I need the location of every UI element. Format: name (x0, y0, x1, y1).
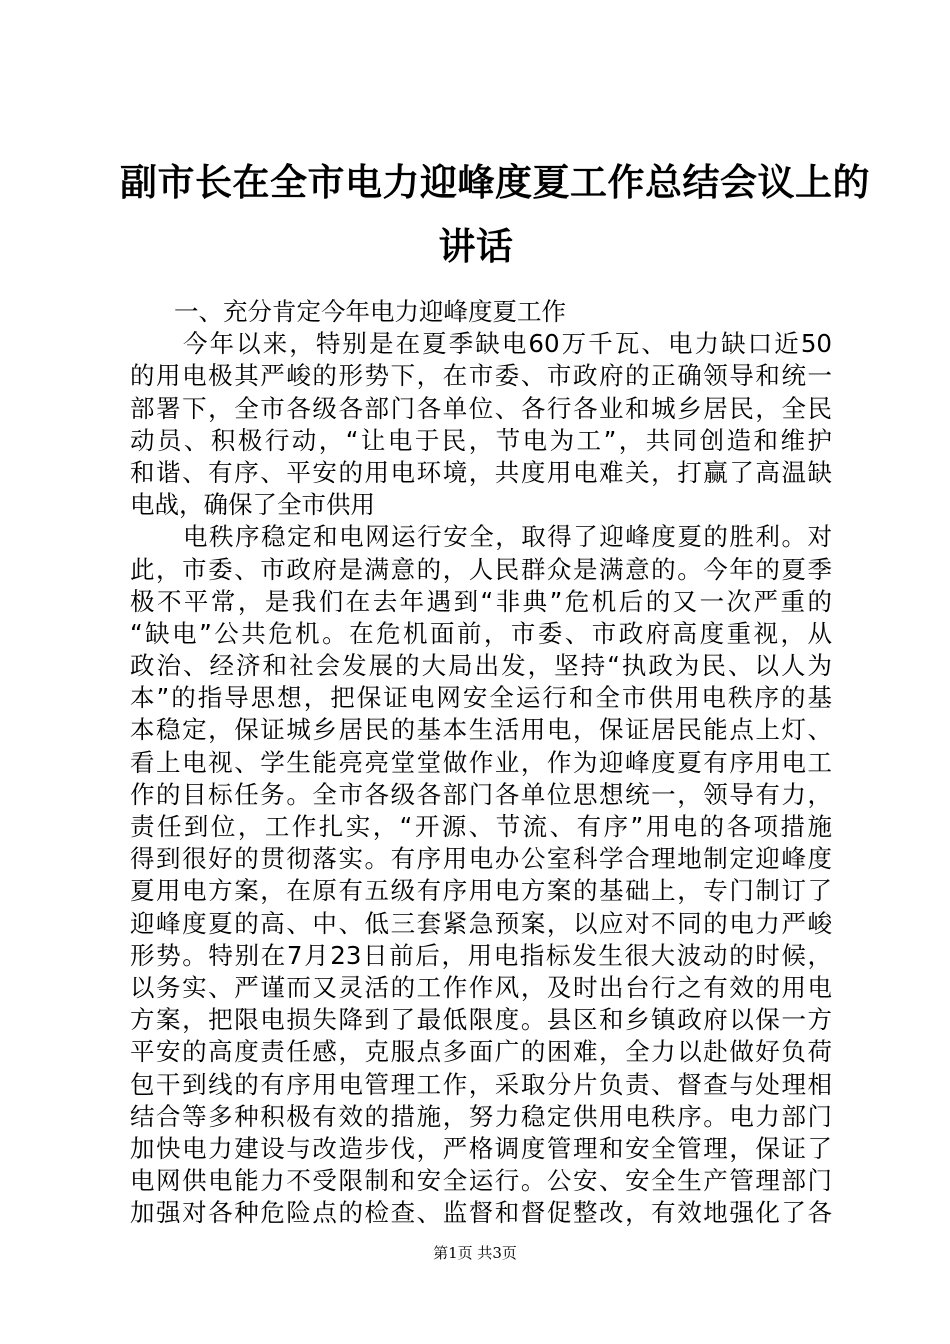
text-line: 加强对各种危险点的检查、监督和督促整改，有效地强化了各 (130, 1198, 832, 1228)
text-line: 的用电极其严峻的形势下，在市委、市政府的正确领导和统一 (130, 361, 832, 391)
text-line: 电秩序稳定和电网运行安全，取得了迎峰度夏的胜利。对 (183, 522, 832, 552)
text-line: 本”的指导思想，把保证电网安全运行和全市供用电秩序的基 (130, 683, 832, 713)
text-line: 以务实、严谨而又灵活的工作作风，及时出台行之有效的用电 (130, 972, 832, 1002)
text-line: “缺电”公共危机。在危机面前，市委、市政府高度重视，从 (130, 618, 832, 648)
text-line: 作的目标任务。全市各级各部门各单位思想统一，领导有力， (130, 779, 832, 809)
text-line: 今年以来，特别是在夏季缺电60万千瓦、电力缺口近50 (183, 329, 832, 359)
text-line: 部署下，全市各级各部门各单位、各行各业和城乡居民，全民 (130, 393, 832, 423)
page-footer: 第1页 共3页 (433, 1244, 517, 1262)
text-line: 得到很好的贯彻落实。有序用电办公室科学合理地制定迎峰度 (130, 844, 832, 874)
section-heading: 一、充分肯定今年电力迎峰度夏工作 (174, 297, 566, 326)
text-line: 夏用电方案，在原有五级有序用电方案的基础上，专门制订了 (130, 876, 832, 906)
text-line: 电网供电能力不受限制和安全运行。公安、安全生产管理部门 (130, 1166, 832, 1196)
document-title (120, 150, 870, 278)
text-line: 看上电视、学生能亮亮堂堂做作业，作为迎峰度夏有序用电工 (130, 747, 832, 777)
text-line: 动员、积极行动，“让电于民，节电为工”，共同创造和维护 (130, 425, 832, 455)
text-line: 政治、经济和社会发展的大局出发，坚持“执政为民、以人为 (130, 651, 832, 681)
text-line: 迎峰度夏的高、中、低三套紧急预案，以应对不同的电力严峻 (130, 908, 832, 938)
text-line: 包干到线的有序用电管理工作，采取分片负责、督查与处理相 (130, 1069, 832, 1099)
text-line: 本稳定，保证城乡居民的基本生活用电，保证居民能点上灯、 (130, 715, 832, 745)
text-line: 形势。特别在7月23日前后，用电指标发生很大波动的时候， (130, 940, 832, 970)
document-body (130, 296, 832, 1229)
text-line: 极不平常，是我们在去年遇到“非典”危机后的又一次严重的 (130, 586, 832, 616)
text-line: 方案，把限电损失降到了最低限度。县区和乡镇政府以保一方 (130, 1005, 832, 1035)
paragraph-2 (130, 521, 832, 1229)
text-line: 和谐、有序、平安的用电环境，共度用电难关，打赢了高温缺 (130, 457, 832, 487)
title-line: 副市长在全市电力迎峰度夏工作总结会议上的 (120, 160, 870, 204)
title-line: 讲话 (438, 224, 514, 268)
text-line: 加快电力建设与改造步伐，严格调度管理和安全管理，保证了 (130, 1133, 832, 1163)
paragraph-1 (130, 328, 832, 521)
text-line: 责任到位，工作扎实，“开源、节流、有序”用电的各项措施 (130, 812, 832, 841)
text-line: 结合等多种积极有效的措施，努力稳定供用电秩序。电力部门 (130, 1101, 832, 1131)
text-line: 电战，确保了全市供用 (130, 490, 375, 520)
text-line: 此，市委、市政府是满意的，人民群众是满意的。今年的夏季 (130, 554, 832, 584)
text-line: 平安的高度责任感，克服点多面广的困难，全力以赴做好负荷 (130, 1037, 832, 1067)
